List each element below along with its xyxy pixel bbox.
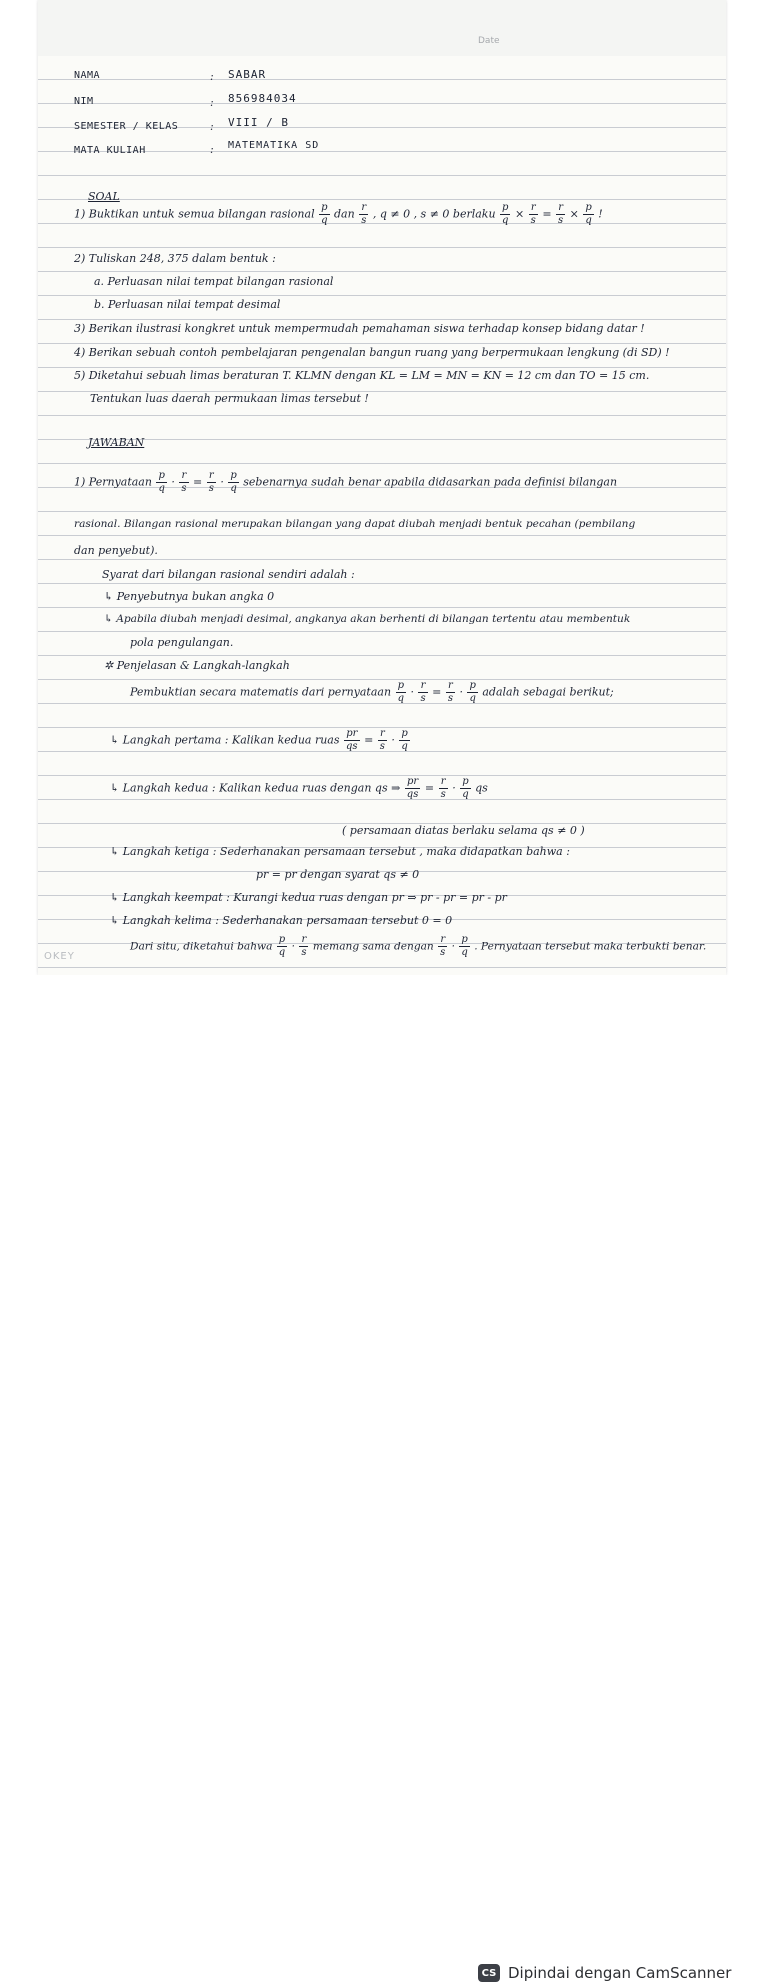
question-1 [74, 202, 603, 227]
q1-prefix: 1) Buktikan untuk semua bilangan rasional [74, 207, 315, 221]
fraction-r-s: $\frac{r}{s}$ [301, 934, 307, 958]
dot-sign-2: · [220, 475, 224, 489]
times-sign-2: × [569, 207, 579, 221]
answer-1-proof-intro [130, 680, 614, 705]
fraction-r-s-2: $\frac{r}{s}$ [208, 470, 214, 494]
step-4: ↳ Langkah keempat : Kurangi kedua ruas dengan pr ⇒ pr - pr = pr - pr [110, 891, 507, 904]
fraction-p-q: $\frac{p}{q}$ [158, 470, 165, 494]
fraction-r-s: $\frac{r}{s}$ [440, 776, 446, 800]
nim-colon: : [210, 96, 214, 109]
step-1 [110, 728, 411, 753]
fraction-p-q: $\frac{p}{q}$ [397, 680, 404, 704]
question-2b: b. Perluasan nilai tempat desimal [94, 298, 281, 311]
conclusion-c: . Pernyataan tersebut maka terbukti benar. [474, 940, 707, 953]
fraction-pr-qs: $\frac{pr}{qs}$ [346, 728, 358, 752]
step-2-note: ( persamaan diatas berlaku selama qs ≠ 0 ) [342, 824, 585, 837]
fraction-r-s-3: $\frac{r}{s}$ [558, 202, 564, 226]
nama-label: NAMA [74, 70, 101, 81]
step-5: ↳ Langkah kelima : Sederhanakan persamaan tersebut 0 = 0 [110, 914, 453, 927]
fraction-r-s-2: $\frac{r}{s}$ [440, 934, 446, 958]
semester-value: VIII / B [228, 116, 289, 129]
a1-prefix: 1) Pernyataan [74, 475, 152, 489]
nim-label: NIM [74, 96, 94, 107]
conclusion-line [130, 934, 706, 959]
q1-condition: , q ≠ 0 , s ≠ 0 berlaku [372, 207, 496, 221]
equals-sign: = [542, 207, 552, 221]
okey-brand-mark: OKEY [44, 951, 75, 962]
fraction-r-s-2: $\frac{r}{s}$ [530, 202, 536, 226]
fraction-p-q-2: $\frac{p}{q}$ [461, 934, 468, 958]
q1-dan: dan [334, 207, 355, 221]
semester-colon: : [210, 120, 214, 133]
fraction-r-s: $\frac{r}{s}$ [181, 470, 187, 494]
jawaban-heading: JAWABAN [88, 436, 145, 449]
fraction-p-q-2: $\frac{p}{q}$ [469, 680, 476, 704]
notebook-page [38, 0, 726, 975]
camscanner-logo-icon: CS [478, 1964, 500, 1982]
dot-sign-2: · [459, 685, 463, 699]
dot-sign: · [391, 733, 395, 747]
nim-value: 856984034 [228, 92, 297, 105]
times-sign: × [514, 207, 525, 221]
fraction-p-q: $\frac{p}{q}$ [278, 934, 286, 958]
answer-1-bullet-3: ✲ Penjelasan & Langkah-langkah [104, 659, 290, 672]
fraction-r-s: $\frac{r}{s}$ [420, 680, 426, 704]
fraction-p-q-2: $\frac{p}{q}$ [502, 202, 509, 226]
answer-1-line-1 [74, 470, 617, 495]
question-2a: a. Perluasan nilai tempat bilangan rasional [94, 275, 334, 288]
answer-1-bullet-2b: pola pengulangan. [130, 636, 234, 649]
question-2: 2) Tuliskan 248, 375 dalam bentuk : [74, 252, 276, 265]
answer-1-line-4: Syarat dari bilangan rasional sendiri adalah : [102, 568, 355, 581]
conclusion-b: memang sama dengan [312, 940, 434, 953]
dot-sign-2: · [451, 940, 456, 953]
fraction-p-q-2: $\frac{p}{q}$ [230, 470, 237, 494]
answer-1-bullet-1: ↳ Penyebutnya bukan angka 0 [104, 590, 275, 603]
equals-sign: = [364, 733, 374, 747]
page-header-band [38, 0, 726, 56]
date-label: Date [478, 36, 500, 46]
question-5: 5) Diketahui sebuah limas beraturan T. KLMN dengan KL = LM = MN = KN = 12 cm dan TO = 15 cm. [74, 369, 650, 382]
equals-sign: = [432, 685, 442, 699]
scanner-footer [0, 975, 768, 1982]
step-1-text: ↳ Langkah pertama : Kalikan kedua ruas [110, 733, 340, 747]
step-3b: pr = pr dengan syarat qs ≠ 0 [256, 868, 420, 881]
dot-sign: · [291, 940, 295, 953]
equals-sign: = [193, 475, 203, 489]
fraction-p-q-3: $\frac{p}{q}$ [585, 202, 592, 226]
camscanner-text: Dipindai dengan CamScanner [508, 1964, 732, 1982]
fraction-r-s: $\frac{r}{s}$ [379, 728, 385, 752]
answer-1-line-2: rasional. Bilangan rasional merupakan bilangan yang dapat diubah menjadi bentuk pecahan (pembilang [74, 518, 636, 530]
answer-1-bullet-2: ↳ Apabila diubah menjadi desimal, angkanya akan berhenti di bilangan tertentu atau membentuk [104, 613, 631, 625]
step-2-end: qs [475, 781, 488, 795]
camscanner-watermark [478, 1960, 731, 1986]
q1-end: ! [598, 207, 603, 221]
step-3: ↳ Langkah ketiga : Sederhanakan persamaan tersebut , maka didapatkan bahwa : [110, 845, 570, 858]
matkul-colon: : [210, 143, 214, 156]
question-5b: Tentukan luas daerah permukaan limas tersebut ! [90, 392, 369, 405]
question-3: 3) Berikan ilustrasi kongkret untuk mempermudah pemahaman siswa terhadap konsep bidang datar ! [74, 322, 645, 335]
fraction-p-q: $\frac{p}{q}$ [462, 776, 469, 800]
fraction-p-q: $\frac{p}{q}$ [321, 202, 328, 226]
proof-intro-end: adalah sebagai berikut; [482, 685, 614, 699]
matkul-value: MATEMATIKA SD [228, 140, 320, 151]
step-2-text: ↳ Langkah kedua : Kalikan kedua ruas dengan qs ⇒ [110, 781, 401, 795]
dot-sign: · [452, 781, 456, 795]
fraction-p-q: $\frac{p}{q}$ [401, 728, 408, 752]
matkul-label: MATA KULIAH [74, 145, 146, 156]
step-2 [110, 776, 488, 801]
soal-heading: SOAL [88, 190, 120, 203]
a1-suffix: sebenarnya sudah benar apabila didasarkan pada definisi bilangan [243, 475, 618, 489]
answer-1-line-3: dan penyebut). [74, 544, 158, 557]
equals-sign: = [424, 781, 435, 795]
dot-sign: · [171, 475, 175, 489]
dot-sign: · [410, 685, 414, 699]
fraction-r-s-2: $\frac{r}{s}$ [447, 680, 453, 704]
fraction-r-s: $\frac{r}{s}$ [361, 202, 367, 226]
fraction-pr-qs: $\frac{pr}{qs}$ [406, 776, 419, 800]
nama-colon: : [210, 70, 214, 83]
proof-intro-text: Pembuktian secara matematis dari pernyataan [130, 685, 392, 699]
semester-label: SEMESTER / KELAS [74, 121, 179, 132]
nama-value: SABAR [228, 68, 267, 81]
conclusion-a: Dari situ, diketahui bahwa [130, 940, 273, 953]
question-4: 4) Berikan sebuah contoh pembelajaran pengenalan bangun ruang yang berpermukaan lengkung (di SD) ! [74, 346, 670, 359]
